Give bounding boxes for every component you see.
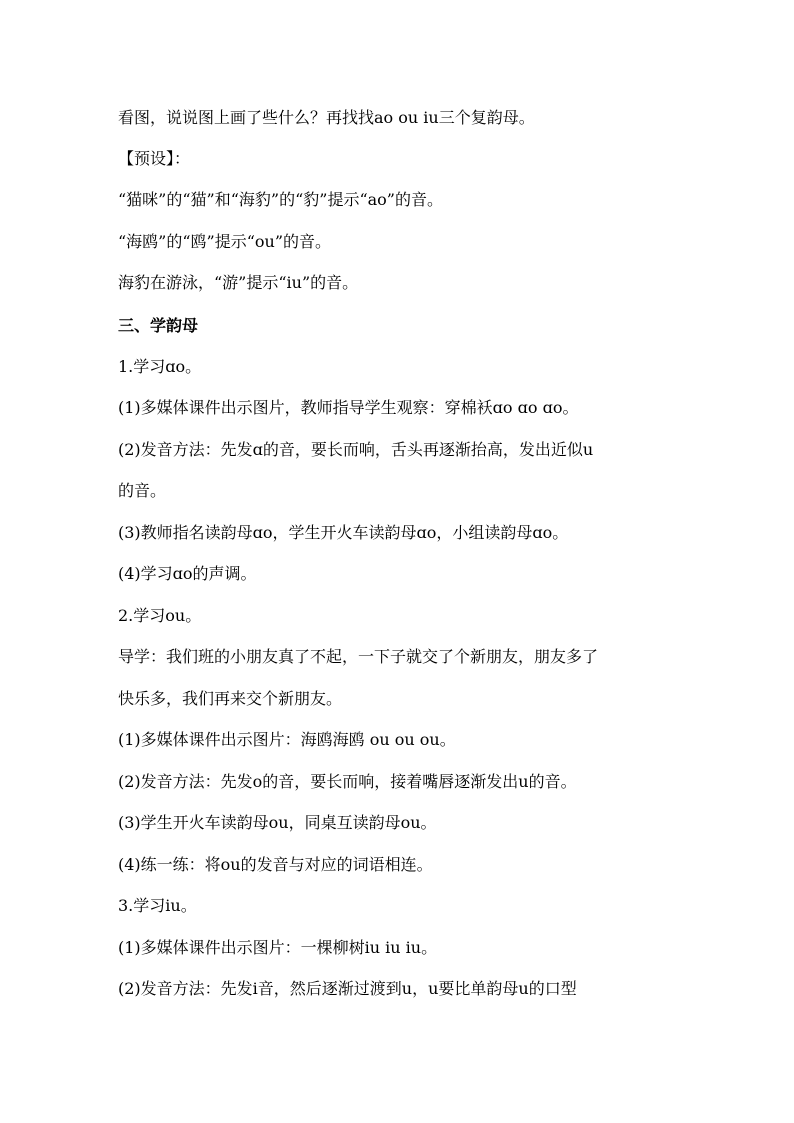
preset-line: “海鸥”的“鸥”提示“ou”的音。	[118, 232, 332, 251]
paragraph-line: (1)多媒体课件出示图片，教师指导学生观察：穿棉袄ɑo ɑo ɑo。	[118, 398, 579, 417]
paragraph-line: (1)多媒体课件出示图片：海鸥海鸥 ou ou ou。	[118, 730, 456, 749]
paragraph-line: 导学：我们班的小朋友真了不起，一下子就交了个新朋友，朋友多了	[118, 647, 599, 666]
paragraph-line: 快乐多，我们再来交个新朋友。	[118, 689, 343, 708]
paragraph-line: 的音。	[118, 481, 167, 500]
subsection-heading: 3.学习iu。	[118, 896, 197, 915]
preset-line: “猫咪”的“猫”和“海豹”的“豹”提示“ao”的音。	[118, 190, 443, 209]
paragraph-intro: 看图，说说图上画了些什么？再找找ao ou iu三个复韵母。	[118, 108, 535, 127]
paragraph-line: (3)学生开火车读韵母ou，同桌互读韵母ou。	[118, 813, 437, 832]
paragraph-line: (2)发音方法：先发i音，然后逐渐过渡到u，u要比单韵母u的口型	[118, 979, 577, 998]
paragraph-line: (4)练一练：将ou的发音与对应的词语相连。	[118, 855, 433, 874]
preset-heading: 【预设】：	[118, 149, 191, 168]
paragraph-line: (2)发音方法：先发ɑ的音，要长而响，舌头再逐渐抬高，发出近似u	[118, 440, 594, 459]
subsection-heading: 1.学习ɑo。	[118, 357, 202, 376]
section-heading: 三、学韵母	[118, 316, 199, 335]
paragraph-line: (2)发音方法：先发o的音，要长而响，接着嘴唇逐渐发出u的音。	[118, 772, 577, 791]
subsection-heading: 2.学习ou。	[118, 606, 202, 625]
paragraph-line: (1)多媒体课件出示图片：一棵柳树iu iu iu。	[118, 938, 438, 957]
paragraph-line: (4)学习ɑo的声调。	[118, 564, 257, 583]
paragraph-line: (3)教师指名读韵母ɑo，学生开火车读韵母ɑo，小组读韵母ɑo。	[118, 523, 569, 542]
preset-line: 海豹在游泳，“游”提示“iu”的音。	[118, 273, 359, 292]
